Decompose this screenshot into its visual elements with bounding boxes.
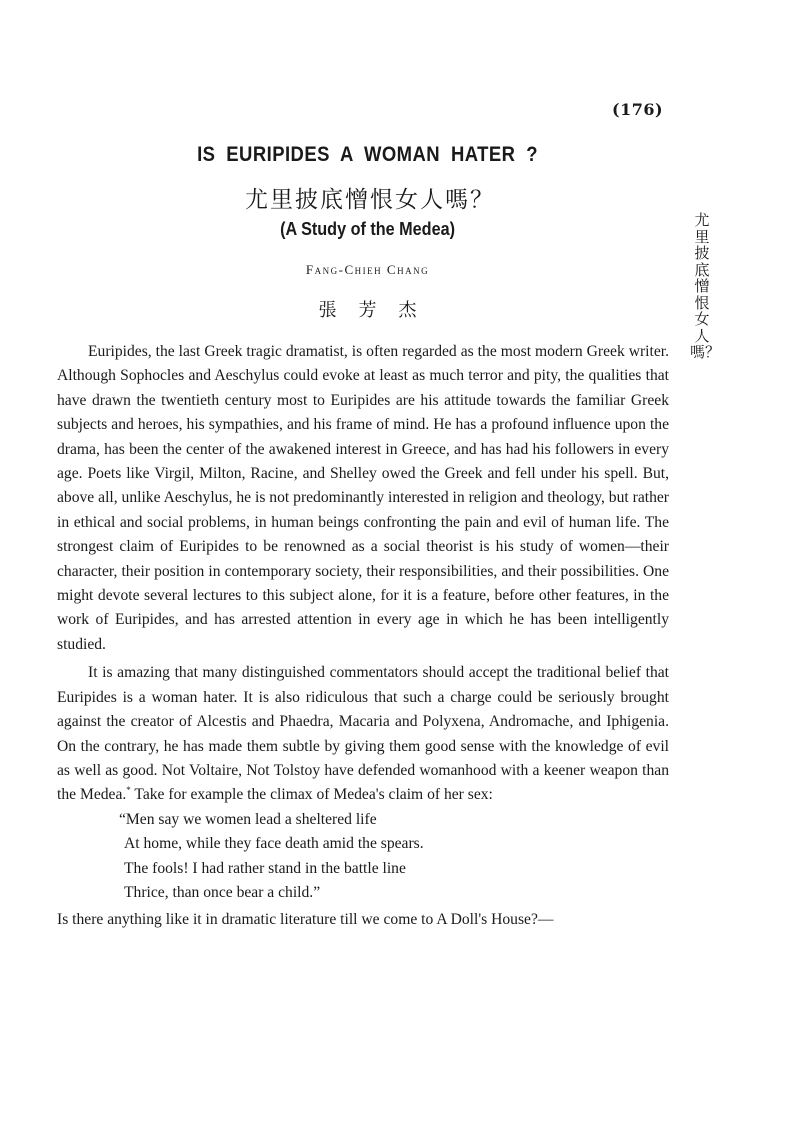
page-number: (176) bbox=[612, 100, 664, 119]
article-body bbox=[57, 340, 669, 933]
quote-line: “Men say we women lead a sheltered life bbox=[119, 810, 377, 828]
paragraph bbox=[57, 661, 669, 807]
running-side-title: 尤里披底憎恨女人嗎？ bbox=[690, 211, 721, 361]
paragraph: Is there anything like it in dramatic literature till we come to A Doll's House?— bbox=[57, 911, 554, 929]
quote-line: Thrice, than once bear a child.” bbox=[124, 883, 321, 901]
footnote-marker: * bbox=[126, 785, 131, 796]
article-subtitle: (A Study of the Medea) bbox=[280, 219, 456, 239]
block-quote bbox=[57, 808, 669, 906]
quote-line: At home, while they face death amid the spears. bbox=[124, 835, 424, 853]
author-name-chinese: 張芳杰 bbox=[318, 300, 439, 321]
paragraph-text-tail: Take for example the climax of Medea's claim of her sex: bbox=[130, 786, 493, 804]
paragraph: Euripides, the last Greek tragic dramatist, is often regarded as the most modern Greek writer. Although Sophocles and Aeschylus could evoke at least as much terror and pity, the qualities that have drawn the twentieth century most to Euripides are his attitude towards the familiar Greek subjects and heroes, his sympathies, and his frame of mind. He has a profound influence upon the drama, has been the center of the awakened interest in Greece, and has had his followers in every age. Poets like Virgil, Milton, Racine, and Shelley owed the Greek and fell under his spell. But, above all, unlike Aeschylus, he is not predominantly interested in religion and theology, but rather in ethical and social problems, in human beings confronting the pain and evil of human life. The strongest claim of Euripides to be renowned as a social theorist is his study of women—their character, their position in contemporary society, their responsibilities, and their possibilities. One might devote several lectures to this subject alone, for it is a feature, before other features, in the work of Euripides, and has arrested attention in every age in which he has been intelligently studied. bbox=[57, 343, 669, 653]
article-title-chinese: 尤里披底憎恨女人嗎？ bbox=[245, 187, 495, 213]
author-name: Fang-Chieh Chang bbox=[305, 262, 430, 277]
article-title: IS EURIPIDES A WOMAN HATER ? bbox=[197, 143, 539, 166]
paragraph-text: It is amazing that many distinguished commentators should accept the traditional belief that Euripides is a woman hater. It is also ridiculous that such a charge could be seriously brought against the creator of Alcestis and Phaedra, Macaria and Polyxena, Andromache, and Iphigenia. On the contrary, he has made them subtle by giving them good sense with the knowledge of evil as well as good. Not Voltaire, Not Tolstoy have defended womanhood with a keener weapon than the Medea. bbox=[57, 664, 669, 804]
quote-line: The fools! I had rather stand in the battle line bbox=[124, 859, 406, 877]
